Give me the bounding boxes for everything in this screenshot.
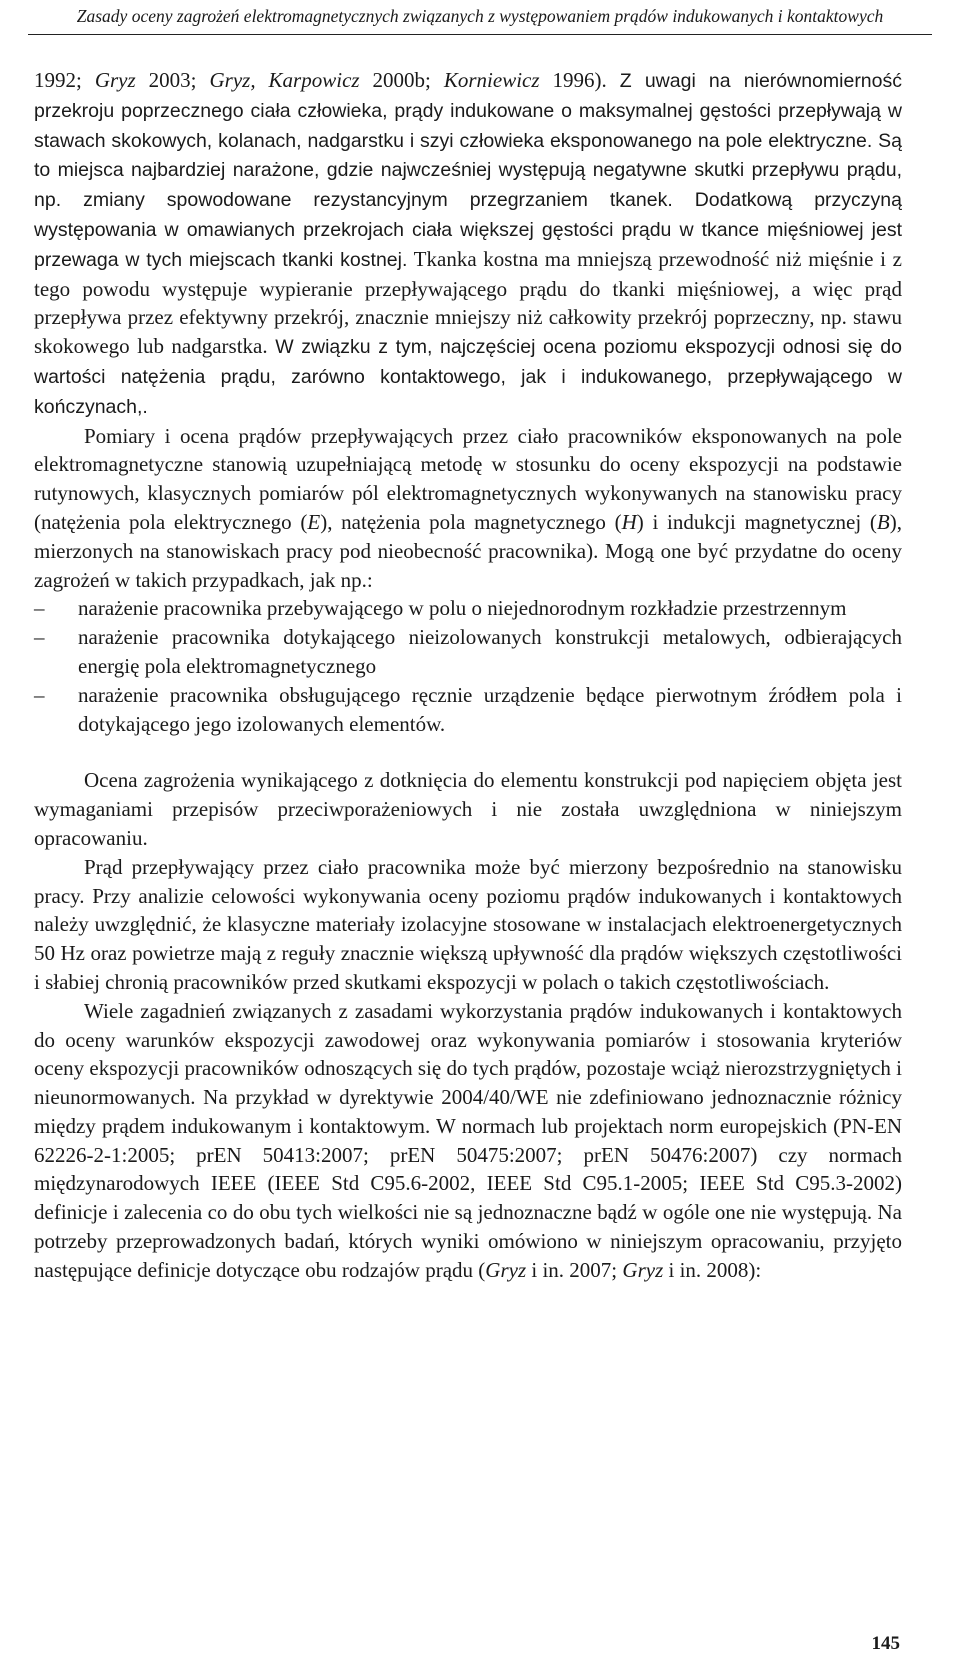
body-text-run: ), mierzonych na stanowiskach pracy pod nieobecność pracownika). Mogą one być przydatne do oceny zagrożeń w takich przypadkach, jak np.: — [34, 509, 902, 592]
page-number: 145 — [871, 1633, 900, 1654]
paragraph-4: Prąd przepływający przez ciało pracownika może być mierzony bezpośrednio na stanowisku pracy. Przy analizie celowości wykonywania oceny poziomu prądów indukowanych i kontaktowych należy uwzględnić, że klasyczne materiały izolacyjne stosowane w instalacjach elektroenergetycznych 50 Hz oraz powietrze mają z reguły znacznie większą upływność dla prądów większych częstotliwości i słabiej chronią pracowników przed skutkami ekspozycji w polach o takich częstotliwościach. — [34, 854, 902, 994]
dash-bullet: – — [34, 596, 45, 621]
dash-bullet: – — [34, 625, 45, 650]
body-text-run: ), natężenia pola magnetycznego ( — [320, 509, 622, 534]
author-citation: Gryz — [622, 1257, 664, 1282]
exposure-cases-list — [34, 594, 902, 738]
paragraph-1 — [34, 66, 902, 422]
list-item-text: narażenie pracownika przebywającego w polu o niejednorodnym rozkładzie przestrzennym — [78, 596, 847, 621]
body-text-run: ) i indukcji magnetycznej ( — [636, 509, 877, 534]
sans-text-run: W związku z tym, najczęściej ocena poziomu ekspozycji odnosi się do wartości natężenia prądu, zarówno kontaktowego, jak i indukowanego, przepływającego w kończynach,. — [34, 336, 902, 418]
symbol-H: H — [621, 509, 637, 534]
symbol-E: E — [307, 509, 321, 534]
paragraph-3: Ocena zagrożenia wynikającego z dotknięcia do elementu konstrukcji pod napięciem objęta jest wymaganiami przepisów przeciwporażeniowych i nie została uwzględniona w niniejszym opracowaniu. — [34, 768, 902, 850]
citation-text: 2000b; — [359, 68, 444, 92]
author-citation: Korniewicz — [443, 68, 540, 92]
author-citation: Gryz — [485, 1257, 527, 1282]
author-citation: Gryz, Karpowicz — [209, 68, 360, 92]
list-item — [34, 623, 902, 681]
body-text-run: Wiele zagadnień związanych z zasadami wykorzystania prądów indukowanych i kontaktowych do oceny warunków ekspozycji zawodowej oraz wykonywania pomiarów i stosowania kryteriów oceny ekspozycji pracowników odnoszących się do tych prądów, pozostaje wciąż nierozstrzygniętych i nieunormowanych. Na przykład w dyrektywie 2004/40/WE nie zdefiniowano jednoznacznie różnicy między prądem indukowanym i kontaktowym. W normach lub projektach norm europejskich (PN-EN 62226-2-1:2005; prEN 50413:2007; prEN 50475:2007; prEN 50476:2007) czy normach międzynarodowych IEEE (IEEE Std C95.6-2002, IEEE Std C95.1-2005; IEEE Std C95.3-2002) definicje i zalecenia co do obu tych wielkości nie są jednoznaczne bądź w ogóle one nie występują. Na potrzeby przeprowadzonych badań, których wyniki omówiono w niniejszym opracowaniu, przyjęto następujące definicje dotyczące obu rodzajów prądu ( — [34, 998, 902, 1282]
paragraph-2 — [34, 422, 902, 595]
paragraph-5 — [34, 997, 902, 1285]
citation-text: 1996). — [539, 68, 620, 92]
body-text-run: i in. 2007; — [526, 1257, 623, 1282]
citation-text: 2003; — [135, 68, 210, 92]
body-text-run: i in. 2008): — [663, 1257, 762, 1282]
list-item-text: narażenie pracownika dotykającego nieizolowanych konstrukcji metalowych, odbierających energię pola elektromagnetycznego — [78, 625, 902, 678]
list-item — [34, 594, 902, 623]
body-text-run: Pomiary i ocena prądów przepływających przez ciało pracowników eksponowanych na pole elektromagnetyczne stanowią uzupełniającą metodę w stosunku do oceny ekspozycji na podstawie rutynowych, klasycznych pomiarów pól elektromagnetycznych wykonywanych na stanowisku pracy (natężenia pola elektrycznego ( — [34, 423, 902, 534]
citation-text: 1992; — [34, 68, 95, 92]
list-item — [34, 681, 902, 739]
sans-text-run: Dodatkową przyczyną występowania w omawianych przekrojach ciała większej gęstości prądu w tkance mięśniowej jest przewaga w tych miejscach tkanki kostnej. — [34, 189, 902, 271]
page-body — [34, 66, 902, 1285]
body-text-run: Tkanka kostna ma mniejszą przewodność niż mięśnie i z tego powodu występuje wypieranie przepływającego prądu do tkanki mięśniowej, a więc prąd przepływa przez efektywny przekrój, znacznie mniejszy niż całkowity przekrój poprzeczny, np. stawu skokowego lub nadgarstka. — [34, 246, 902, 359]
sans-text-run: Z uwagi na nierównomierność przekroju poprzecznego ciała człowieka, prądy indukowane o maksymalnej gęstości przepływają w stawach skokowych, kolanach, nadgarstku i szyi człowieka eksponowanego na pole elektryczne. Są to miejsca najbardziej narażone, gdzie najwcześniej występują negatywne skutki przepływu prądu, np. zmiany spowodowane rezystancyjnym przegrzaniem tkanek. — [34, 70, 903, 212]
symbol-B: B — [876, 509, 890, 534]
author-citation: Gryz — [94, 68, 136, 92]
dash-bullet: – — [34, 682, 45, 707]
running-header: Zasady oceny zagrożeń elektromagnetycznych związanych z występowaniem prądów indukowanych i kontaktowych — [28, 6, 932, 35]
list-item-text: narażenie pracownika obsługującego ręcznie urządzenie będące pierwotnym źródłem pola i dotykającego jego izolowanych elementów. — [78, 682, 902, 736]
